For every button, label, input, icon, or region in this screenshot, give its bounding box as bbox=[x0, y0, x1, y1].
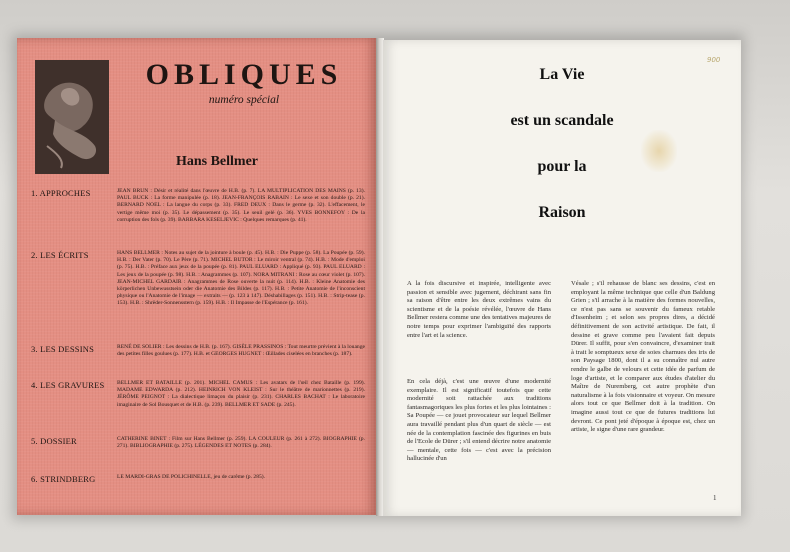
pencil-mark: 900 bbox=[707, 56, 721, 64]
toc-section-text: BELLMER ET BATAILLE (p. 201). MICHEL CAMUS : Les avatars de l'œil chez Bataille (p. 199). MADAME EDWARDA (p. 212). HEINRICH VON KLEIST : Sur le théâtre de marionnettes (p. 219). JÉRÔME PEIGNOT : La dialectique limaçon du plaisir (p. 231). CHARLES BACHAT : Le laboratoire imaginaire de Sol Bousquet et de H.B. (p. 239). BELLMER ET SADE (p. 245). bbox=[117, 380, 365, 408]
toc-section-text: HANS BELLMER : Notes au sujet de la jointure à boule (p. 45). H.B. : Die Puppe (p. 58). La Poupée (p. 59). H.B. : Der Vater (p. 70). Le Père (p. 71). MICHEL BUTOR : Le miroir ventral (p. 74). H.B. : Mode d'emploi (p. 75). H.B. : Préface aux jeux de la poupée (p. 81). PAUL ELUARD : Appliqué (p. 93). PAUL ELUARD : Les jeux de la poupée (p. 98). H.B. : Anagrammes (p. 107). NORA MITRANI : Rose au cœur violet (p. 107). JEAN-MICHEL GARDAIR : Anagrammes de Rose ouverte la nuit (p. 114). H.B. : Kleine Anatomie des körperlichen Unbewusstsein oder die Anatomie des Bildes (p. 117). H.B. : Petite Anatomie de l'inconscient physique ou l'Anatomie de l'image — extraits — (p. 123 à 147). Déshabillages (p. 151). H.B. : Strip-tease (p. 153). H.B. : Shrëder-Sonnensstern (p. 159). H.B. : Il Impasse de l'Espérance (p. 161). bbox=[117, 250, 365, 307]
toc-section-text: RENÉ DE SOLIER : Les dessins de H.B. (p. 167). GISÈLE PRASSINOS : Tout meurtre prévient à la louange des petites filles goulues (p. 177). H.B. et GEORGES HUGNET : Œillades ciselées en branches (p. 187). bbox=[117, 344, 365, 358]
toc-section-title: 6. STRINDBERG bbox=[31, 474, 96, 484]
toc-section-title: 4. LES GRAVURES bbox=[31, 380, 105, 390]
headline-line: Raison bbox=[538, 204, 586, 221]
body-column-right: Vésale ; s'il rehausse de blanc ses dessins, c'est en employant la même technique que celle d'un Baldung Grien ; s'il arrache à la matière des formes nouvelles, ce n'est pas sans se souvenir du fameux retable d'Issenheim ; et selon ses propres dires, a décidé définitivement de son activité artistique. De fait, il dessine et grave comme peu l'avaient fait depuis Dürer. Il suffit, pour s'en convaincre, d'examiner trait à trait le somptueux sexe de soies charnues des iris de son Paysage 1800, dont il a su connaître nul autre rendre le galbe de velours et cette idée de parfum de loge d'artiste, et le comparer aux études d'atelier du Maître de Nuremberg, cet autre prophète d'un naturalisme à la fois visionnaire et voyeur. On mesure alors tout ce que Bellmer doit à la tradition. On imagine aussi tout ce que de futures traditions lui devront. Ce pont jeté d'époque à époque est, chez un artiste, le signe d'une rare grandeur. bbox=[571, 280, 715, 434]
right-page bbox=[383, 40, 741, 516]
magazine-subtitle: numéro spécial bbox=[208, 94, 280, 106]
toc-section-text: JEAN BRUN : Désir et réalité dans l'œuvre de H.B. (p. 7). LA MULTIPLICATION DES MAINS (p. 13). PAUL BUCK : La forme manipulée (p. 18). JEAN-FRANÇOIS RABAIN : Le sexe et son double (p. 21). BERNARD NOEL : La langue du corps (p. 33). FRED DEUX : Dans le germe (p. 32). L'effacement, le vertige même moi (p. 35). Le dépassement (p. 35). Le seuil gelé (p. 36). YVES BONNEFOY : De la corruption des fols (p. 39). BARBARA KESELJEVIC : Quelques remarques (p. 41). bbox=[117, 188, 365, 223]
toc-section-title: 3. LES DESSINS bbox=[31, 344, 95, 354]
headline-line: pour la bbox=[537, 158, 587, 175]
left-page-cover bbox=[17, 38, 377, 515]
page-folio: 1 bbox=[713, 494, 717, 502]
toc-section-title: 1. APPROCHES bbox=[31, 188, 91, 198]
artist-name: Hans Bellmer bbox=[175, 154, 259, 169]
magazine-title: OBLIQUES bbox=[145, 58, 343, 91]
toc-section-text: CATHERINE BINET : Film sur Hans Bellmer (p. 259). LA COULEUR (p. 261 à 272). BIOGRAPHIE (p. 271). BIBLIOGRAPHIE (p. 275). LÉGENDES ET NOTES (p. 284). bbox=[117, 436, 365, 450]
headline-line: est un scandale bbox=[510, 112, 614, 129]
toc-section-title: 2. LES ÉCRITS bbox=[31, 250, 89, 260]
body-column-left-intro: A la fois discursive et inspirée, intelligente avec passion et sensible avec jugement, déchirant sans fin sa raison d'être entre les deux extrêmes vains du scientisme et de la poésie révélée, l'œuvre de Hans Bellmer restera comme une des tentatives majeures de notre temps pour exprimer l'ambiguïté des rapports entre l'art et la science. bbox=[407, 280, 551, 339]
toc-section-text: LE MARDI-GRAS DE POLICHINELLE, jeu de carême (p. 285). bbox=[117, 474, 266, 480]
body-column-left: En cela déjà, c'est une œuvre d'une modernité exemplaire. Il est significatif toutefois que cette modernité soit rattachée aux traditions fantasmagoriques les plus fortes et les plus lointaines : Sa Poupée — ce jouet provocateur sur lequel Bellmer aura travaillé pendant plus d'un quart de siècle — est née de la contemplation fascinée des figurines en buis de l'Ecole de Dürer ; s'il entend décrire notre anatomie — mentale, cette fois — c'est avec la précision hallucinée d'un bbox=[407, 378, 551, 463]
headline-line: La Vie bbox=[539, 66, 585, 83]
toc-section-title: 5. DOSSIER bbox=[31, 436, 77, 446]
